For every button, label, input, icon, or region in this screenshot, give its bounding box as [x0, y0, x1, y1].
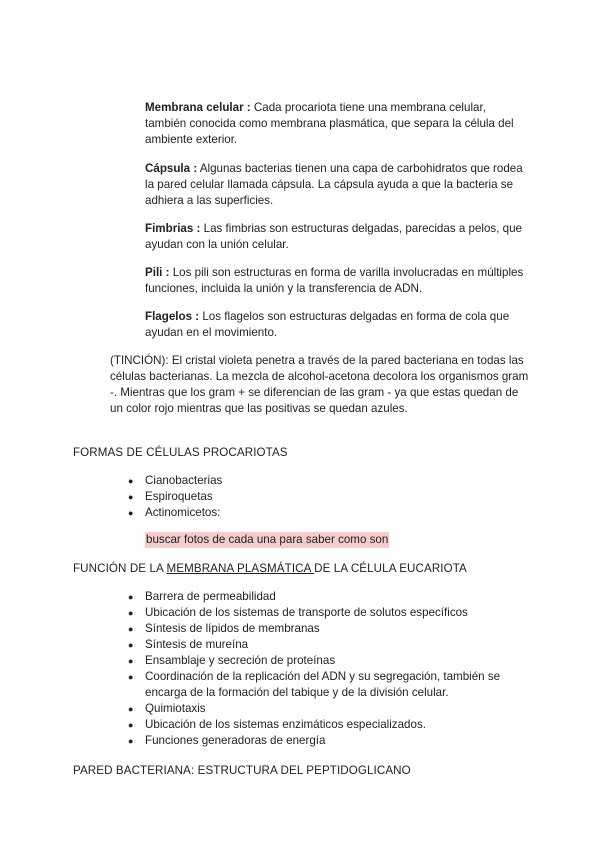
list-item-text: Actinomicetos: [145, 506, 221, 519]
list-item-text: Funciones generadoras de energía [145, 734, 326, 747]
list-item [128, 637, 528, 653]
list-item-text: Síntesis de mureína [145, 638, 249, 651]
tincion-paragraph: (TINCIÓN): El cristal violeta penetra a través de la pared bacteriana en todas las células bacterianas. La mezcla de alcohol-acetona decolora los organismos gram -. Mientras que los gram + se diferencian de las gram - ya que estas quedan de un color rojo mientras que las positivas se quedan azules. [110, 354, 529, 415]
bullet-icon: ● [128, 656, 134, 666]
list-item [128, 505, 528, 521]
bullet-icon: ● [128, 704, 134, 714]
definition-capsula [145, 161, 530, 209]
list-item [128, 733, 528, 749]
list-item-text: Espiroquetas [145, 490, 213, 503]
bullet-icon: ● [128, 592, 134, 602]
list-item-text: Quimiotaxis [145, 702, 206, 715]
list-item [128, 589, 528, 605]
definition-term: Cápsula : [145, 162, 198, 175]
bullet-icon: ● [128, 672, 134, 682]
list-item-text: Barrera de permeabilidad [145, 590, 276, 603]
definition-text: Las fimbrias son estructuras delgadas, parecidas a pelos, que ayudan con la unión celular. [145, 222, 523, 251]
definition-pili [145, 265, 530, 297]
list-item [128, 717, 528, 733]
definition-text: Algunas bacterias tienen una capa de carbohidratos que rodea la pared celular llamada cápsula. La cápsula ayuda a que la bacteria se adhiera a las superficies. [145, 162, 523, 207]
funcion-heading-underlined: MEMBRANA PLASMÁTICA [166, 562, 315, 575]
formas-list [128, 473, 528, 521]
highlighted-note: buscar fotos de cada una para saber como son [146, 533, 389, 546]
list-item [128, 669, 528, 701]
definition-term: Fimbrias : [145, 222, 201, 235]
list-item-text: Síntesis de lípidos de membranas [145, 622, 320, 635]
bullet-icon: ● [128, 476, 134, 486]
list-item [128, 621, 528, 637]
definition-text: Los pili son estructuras en forma de varilla involucradas en múltiples funciones, incluida la unión y la transferencia de ADN. [145, 266, 524, 295]
funcion-list [128, 589, 528, 749]
definition-text: Los flagelos son estructuras delgadas en forma de cola que ayudan en el movimiento. [145, 310, 510, 339]
bullet-icon: ● [128, 608, 134, 618]
definition-term: Membrana celular : [145, 101, 251, 114]
bullet-icon: ● [128, 508, 134, 518]
definition-membrana [145, 100, 530, 148]
formas-heading: FORMAS DE CÉLULAS PROCARIOTAS [73, 446, 288, 459]
definition-text: Cada procariota tiene una membrana celular, también conocida como membrana plasmática, que separa la célula del ambiente exterior. [145, 101, 514, 146]
bullet-icon: ● [128, 624, 134, 634]
definition-flagelos [145, 309, 530, 341]
funcion-heading-post: DE LA CÉLULA EUCARIOTA [314, 562, 467, 575]
definition-fimbrias [145, 221, 530, 253]
list-item-text: Ensamblaje y secreción de proteínas [145, 654, 336, 667]
list-item-text: Coordinación de la replicación del ADN y su segregación, también se encarga de la formación del tabique y de la división celular. [145, 670, 501, 699]
funcion-heading [73, 561, 543, 577]
definition-term: Pili : [145, 266, 170, 279]
list-item-text: Cianobacterias [145, 474, 223, 487]
list-item [128, 473, 528, 489]
pared-heading: PARED BACTERIANA: ESTRUCTURA DEL PEPTIDOGLICANO [73, 764, 411, 777]
list-item [128, 653, 528, 669]
funcion-heading-pre: FUNCIÓN DE LA [73, 562, 167, 575]
list-item-text: Ubicación de los sistemas de transporte de solutos específicos [145, 606, 468, 619]
bullet-icon: ● [128, 736, 134, 746]
list-item [128, 489, 528, 505]
definition-term: Flagelos : [145, 310, 200, 323]
bullet-icon: ● [128, 640, 134, 650]
list-item [128, 605, 528, 621]
list-item [128, 701, 528, 717]
list-item-text: Ubicación de los sistemas enzimáticos especializados. [145, 718, 426, 731]
bullet-icon: ● [128, 492, 134, 502]
bullet-icon: ● [128, 720, 134, 730]
